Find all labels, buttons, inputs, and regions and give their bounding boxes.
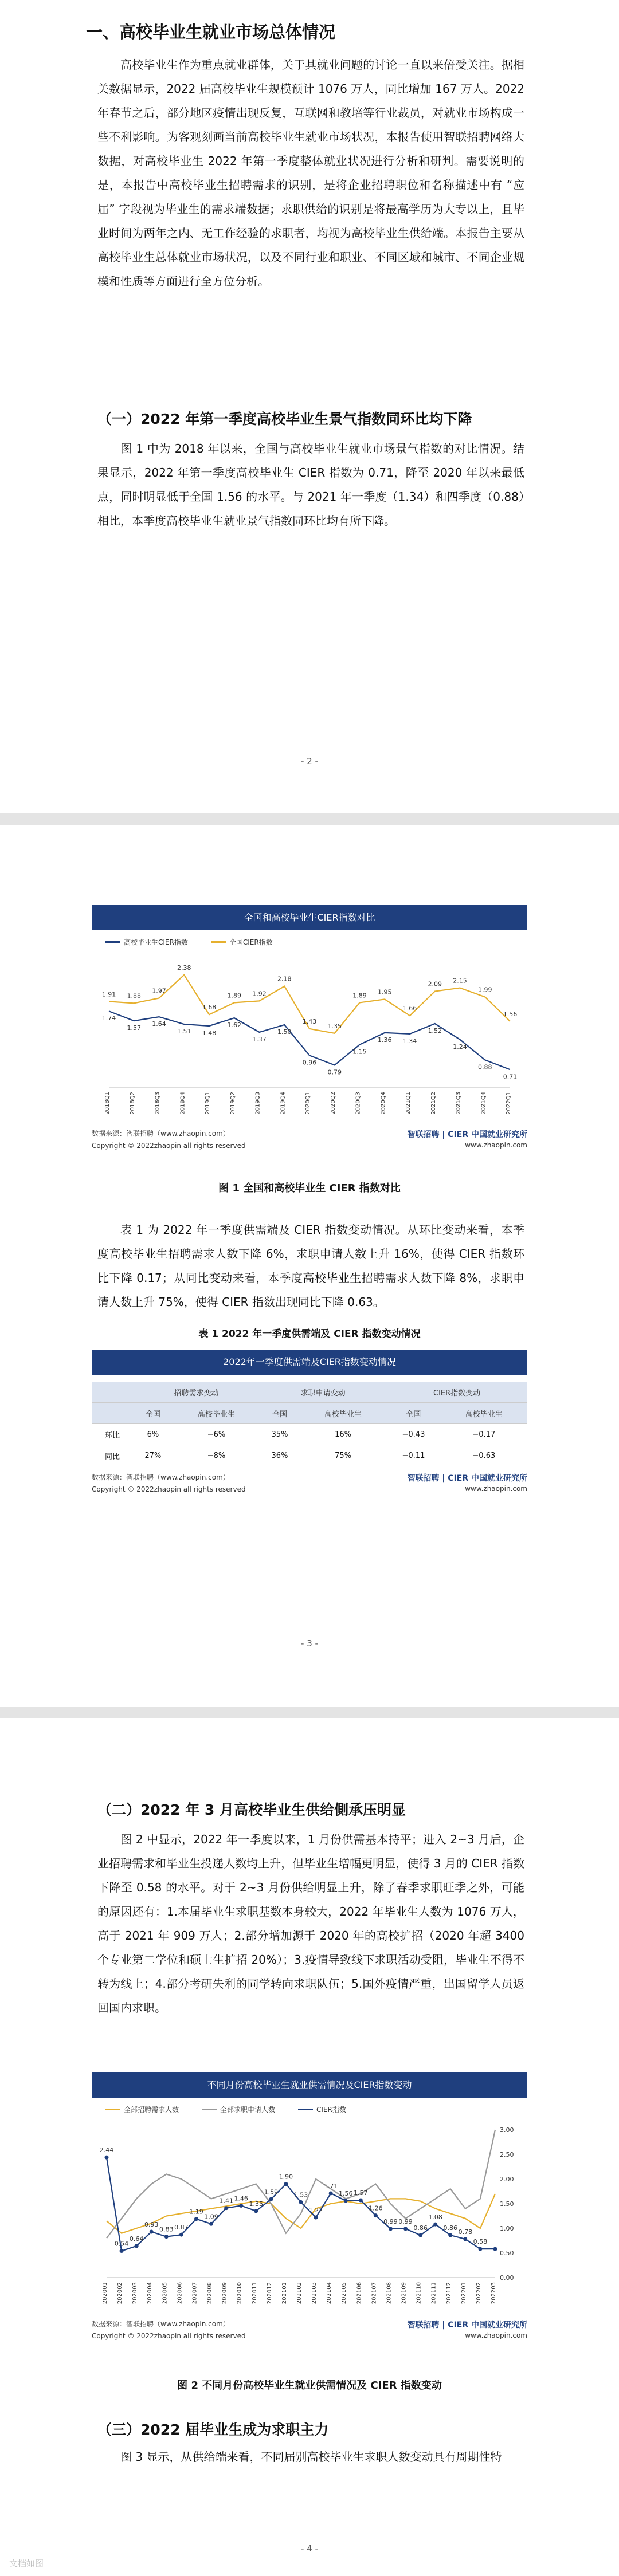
figure-1-source: 数据来源：智联招聘（www.zhaopin.com）	[92, 1130, 230, 1138]
section1-2-paragraph: 图 2 中显示，2022 年一季度以来，1 月份供需基本持平；进入 2~3 月后，企业招聘需求和毕业生投递人数均上升，但毕业生增幅更明显，使得 3 月的 CIER 指数下降至 0.58 的水平。对于 2~3 月份供给明显上升，除了春季求职旺季之外，可能的原因还有：1.本届毕业生求职基数本身较大，2022 年毕业生人数为 1076 万人，高于 2021 年 909 万人；2.部分增加源于 2020 年的高校扩招（2020 年超 3400 个专业第二学位和硕士生扩招 20%）；3.疫情导致线下求职活动受阻，毕业生不得不转为线上；4.部分考研失利的同学转向求职队伍；5.国外疫情严重，出国留学人员返回国内求职。	[97, 1832, 524, 2015]
data-label: 0.99	[398, 2217, 413, 2225]
figure-2-legend	[105, 2105, 346, 2114]
data-label: 0.71	[503, 1073, 518, 1081]
figure-1-copyright: Copyright © 2022zhaopin all rights reserved	[92, 1142, 246, 1150]
data-point	[418, 2233, 422, 2237]
x-tick-label: 202012	[266, 2282, 273, 2304]
table-cell: −0.63	[441, 1445, 527, 1466]
data-label: 1.91	[101, 990, 116, 998]
data-point	[194, 2217, 198, 2221]
x-tick-label: 2020Q2	[330, 1092, 336, 1115]
data-label: 0.64	[129, 2235, 144, 2243]
x-tick-label: 202009	[221, 2282, 228, 2304]
series-line	[107, 2130, 495, 2238]
table1-url: www.zhaopin.com	[465, 1485, 527, 1493]
data-label: 1.43	[302, 1017, 317, 1025]
figure-1-legend	[105, 937, 273, 947]
x-tick-label: 202004	[147, 2282, 154, 2304]
data-label: 1.89	[352, 992, 367, 1000]
data-label: 1.08	[428, 2213, 442, 2221]
table1-paragraph: 表 1 为 2022 年一季度供需端及 CIER 指数变动情况。从环比变动来看，本季度高校毕业生招聘需求人数下降 6%，求职申请人数上升 16%，使得 CIER 指数环比下降 0.17；从同比变动来看，本季度高校毕业生招聘需求人数下降 8%，求职申请人数上升 75%，使得 CIER 指数出现同比下降 0.63。	[97, 1223, 524, 1309]
legend-label: CIER指数	[316, 2106, 346, 2114]
data-point	[179, 2233, 183, 2237]
page-2	[0, 0, 619, 813]
y-tick-label: 1.00	[500, 2225, 514, 2232]
data-label: 0.88	[478, 1063, 492, 1071]
table1	[92, 1382, 527, 1466]
x-tick-label: 202104	[326, 2282, 333, 2304]
data-label: 1.92	[252, 990, 267, 998]
data-point	[344, 2199, 348, 2203]
table-cell: 16%	[300, 1424, 386, 1445]
data-label: 2.15	[453, 977, 467, 985]
x-tick-label: 202002	[117, 2282, 124, 2304]
data-label: 2.44	[99, 2146, 114, 2154]
section1-3-paragraph: 图 3 显示，从供给端来看，不同届别高校毕业生求职人数变动具有周期性特	[120, 2450, 502, 2464]
data-point	[164, 2235, 169, 2239]
table-row	[92, 1424, 527, 1445]
x-tick-label: 202003	[132, 2282, 139, 2304]
page-4	[0, 1718, 619, 2576]
x-tick-label: 2021Q3	[455, 1092, 462, 1115]
data-label: 0.83	[159, 2225, 174, 2233]
figure-2-url: www.zhaopin.com	[465, 2331, 527, 2339]
legend-item	[298, 2105, 346, 2114]
data-label: 1.57	[127, 1024, 141, 1032]
data-point	[299, 2200, 303, 2204]
data-label: 2.18	[277, 975, 292, 983]
x-tick-label: 202001	[102, 2282, 108, 2304]
table-sub-header: 高校毕业生	[441, 1403, 527, 1424]
data-label: 2.09	[428, 980, 442, 988]
zhaopin-cier-logo: 智联招聘 | CIER 中国就业研究所	[407, 1130, 527, 1139]
table-row-label: 同比	[92, 1445, 133, 1466]
table-row	[92, 1382, 527, 1403]
data-label: 1.51	[177, 1028, 191, 1036]
legend-label: 全部招聘需求人数	[124, 2106, 179, 2114]
figure-2-title: 不同月份高校毕业生就业供需情况及CIER指数变动	[92, 2072, 527, 2098]
x-tick-label: 2018Q1	[104, 1092, 111, 1115]
figure-1	[92, 905, 527, 1157]
x-tick-label: 2020Q1	[305, 1092, 311, 1115]
data-label: 1.48	[202, 1029, 217, 1037]
y-tick-label: 2.00	[500, 2176, 514, 2183]
x-tick-label: 202102	[296, 2282, 303, 2304]
zhaopin-cier-logo: 智联招聘 | CIER 中国就业研究所	[407, 1474, 527, 1483]
data-label: 0.96	[302, 1059, 317, 1067]
data-point	[269, 2197, 273, 2201]
data-label: 0.93	[144, 2221, 159, 2229]
data-point	[359, 2198, 363, 2202]
data-label: 1.09	[204, 2213, 218, 2221]
legend-label: 高校毕业生CIER指数	[124, 938, 188, 946]
data-label: 1.95	[378, 988, 392, 996]
x-tick-label: 2022Q1	[506, 1092, 512, 1115]
data-label: 1.19	[189, 2208, 203, 2216]
data-point	[254, 2209, 258, 2213]
data-label: 1.56	[338, 2189, 353, 2197]
data-label: 1.68	[202, 1004, 217, 1012]
figure-1-chart	[92, 951, 527, 1123]
data-label: 1.35	[249, 2200, 264, 2208]
data-label: 0.86	[443, 2224, 458, 2232]
x-tick-label: 202101	[281, 2282, 288, 2304]
data-label: 1.24	[453, 1043, 467, 1051]
y-tick-label: 0.00	[500, 2274, 514, 2282]
data-point	[209, 2222, 213, 2226]
data-point	[329, 2191, 333, 2195]
figure-2-source: 数据来源：智联招聘（www.zhaopin.com）	[92, 2320, 230, 2328]
table-cell: 36%	[260, 1445, 300, 1466]
data-label: 1.53	[293, 2191, 308, 2199]
data-point	[105, 2156, 109, 2160]
data-label: 1.88	[127, 992, 141, 1000]
data-label: 1.37	[252, 1035, 267, 1043]
x-tick-label: 202008	[206, 2282, 213, 2304]
table1-title-bar	[92, 1350, 527, 1375]
x-tick-label: 2020Q4	[380, 1092, 387, 1115]
data-label: 1.62	[227, 1021, 241, 1029]
table-sub-header: 高校毕业生	[300, 1403, 386, 1424]
y-tick-label: 1.50	[500, 2200, 514, 2208]
data-point	[135, 2244, 139, 2248]
data-label: 0.58	[473, 2238, 488, 2246]
data-label: 1.64	[152, 1020, 166, 1028]
figure-2-caption: 图 2 不同月份高校毕业生就业供需情况及 CIER 指数变动	[177, 2380, 442, 2392]
x-tick-label: 202107	[371, 2282, 378, 2304]
data-label: 0.79	[327, 1068, 342, 1076]
x-tick-label: 202005	[162, 2282, 169, 2304]
data-label: 1.22	[308, 2207, 323, 2215]
x-tick-label: 202103	[311, 2282, 318, 2304]
x-tick-label: 202011	[251, 2282, 258, 2304]
data-point	[239, 2204, 243, 2208]
table-cell: −0.17	[441, 1424, 527, 1445]
table1-footer	[92, 1472, 527, 1493]
table1-title: 2022年一季度供需端及CIER指数变动情况	[92, 1350, 527, 1375]
table-cell: −0.43	[386, 1424, 440, 1445]
figure-1-title: 全国和高校毕业生CIER指数对比	[92, 905, 527, 930]
data-label: 1.99	[478, 986, 492, 994]
legend-item	[105, 937, 188, 947]
legend-label: 全国CIER指数	[229, 938, 273, 946]
table-row-label: 环比	[92, 1424, 133, 1445]
figure-2-copyright: Copyright © 2022zhaopin all rights reserved	[92, 2332, 246, 2340]
x-tick-label: 2018Q2	[129, 1092, 136, 1115]
table-group-header: 求职申请变动	[260, 1382, 386, 1403]
data-point	[314, 2216, 318, 2220]
legend-item	[202, 2105, 275, 2114]
table1-footer-wrap	[92, 1472, 527, 1500]
data-point	[493, 2247, 497, 2251]
x-tick-label: 202105	[341, 2282, 348, 2304]
data-label: 0.99	[383, 2217, 398, 2225]
table-cell: −0.11	[386, 1445, 440, 1466]
table-sub-header: 高校毕业生	[173, 1403, 260, 1424]
data-label: 0.78	[458, 2228, 473, 2236]
x-tick-label: 202108	[386, 2282, 393, 2304]
watermark: 文档如图	[9, 2558, 44, 2569]
data-label: 1.35	[327, 1022, 342, 1030]
data-label: 1.89	[227, 992, 241, 1000]
data-point	[284, 2182, 288, 2186]
table-row	[92, 1403, 527, 1424]
x-tick-label: 202007	[191, 2282, 198, 2304]
data-point	[478, 2247, 482, 2251]
data-label: 1.52	[428, 1027, 442, 1035]
figure-1-caption: 图 1 全国和高校毕业生 CIER 指数对比	[218, 1182, 401, 1194]
data-point	[224, 2206, 228, 2210]
data-label: 1.46	[234, 2194, 248, 2203]
zhaopin-cier-logo: 智联招聘 | CIER 中国就业研究所	[407, 2321, 527, 2330]
page-number: - 2 -	[301, 756, 318, 766]
figure-2-chart	[92, 2118, 527, 2313]
data-label: 1.90	[279, 2173, 293, 2181]
legend-item	[211, 937, 273, 947]
x-tick-label: 2019Q3	[254, 1092, 261, 1115]
table-sub-header: 全国	[133, 1403, 173, 1424]
legend-label: 全部求职申请人数	[220, 2106, 276, 2114]
page-number: - 4 -	[301, 2543, 318, 2554]
table-group-header: CIER指数变动	[386, 1382, 527, 1403]
section1-1-title: （一）2022 年第一季度高校毕业生景气指数同环比均下降	[97, 411, 472, 427]
table-cell: 27%	[133, 1445, 173, 1466]
x-tick-label: 2019Q1	[205, 1092, 211, 1115]
y-tick-label: 2.50	[500, 2151, 514, 2158]
figure-1-url: www.zhaopin.com	[465, 1141, 527, 1149]
x-tick-label: 202106	[356, 2282, 363, 2304]
data-label: 1.36	[378, 1036, 392, 1044]
x-tick-label: 2019Q4	[280, 1092, 287, 1115]
section1-title: 一、高校毕业生就业市场总体情况	[86, 22, 336, 42]
x-tick-label: 2019Q2	[229, 1092, 236, 1115]
x-tick-label: 2021Q1	[405, 1092, 412, 1115]
table1-source: 数据来源：智联招聘（www.zhaopin.com）	[92, 1473, 230, 1481]
data-point	[389, 2227, 393, 2231]
table-cell: 75%	[300, 1445, 386, 1466]
data-point	[150, 2230, 154, 2234]
data-label: 1.71	[323, 2182, 338, 2190]
data-label: 1.66	[402, 1005, 417, 1013]
section1-3-title: （三）2022 届毕业生成为求职主力	[97, 2421, 329, 2438]
x-tick-label: 202203	[491, 2282, 497, 2304]
x-tick-label: 2021Q2	[430, 1092, 437, 1115]
data-point	[374, 2213, 378, 2217]
figure-2	[92, 2072, 527, 2347]
table1-copyright: Copyright © 2022zhaopin all rights reserved	[92, 1485, 246, 1493]
data-point	[463, 2237, 467, 2241]
table1-caption: 表 1 2022 年一季度供需端及 CIER 指数变动情况	[198, 1328, 421, 1340]
data-label: 1.26	[369, 2204, 383, 2212]
table-sub-header: 全国	[260, 1403, 300, 1424]
table-row	[92, 1445, 527, 1466]
figure-1-footer	[92, 1128, 527, 1150]
x-tick-label: 2018Q4	[179, 1092, 186, 1115]
section1-2-title: （二）2022 年 3 月高校毕业生供给側承压明显	[97, 1802, 406, 1818]
x-tick-label: 202006	[177, 2282, 183, 2304]
x-tick-label: 2021Q4	[480, 1092, 487, 1115]
figure-2-footer	[92, 2319, 527, 2340]
page-3	[0, 825, 619, 1707]
section1-paragraph: 高校毕业生作为重点就业群体，关于其就业问题的讨论一直以来倍受关注。据相关数据显示，2022 届高校毕业生规模预计 1076 万人，同比增加 167 万人。2022 年春节之后，部分地区疫情出现反复，互联网和教培等行业裁员，对就业市场构成一些不利影响。为客观刻画当前高校毕业生就业市场状况，本报告使用智联招聘网络大数据，对高校毕业生 2022 年第一季度整体就业状况进行分析和研判。需要说明的是，本报告中高校毕业生招聘需求的识别，是将企业招聘职位和名称描述中有 “应届” 字段视为毕业生的需求端数据；求职供给的识别是将最高学历为大专以上，且毕业时间为两年之内、无工作经验的求职者，均视为高校毕业生供给端。本报告主要从高校毕业生总体就业市场状况，以及不同行业和职业、不同区域和城市、不同企业规模和性质等方面进行全方位分析。	[97, 58, 524, 288]
data-label: 1.50	[277, 1028, 292, 1036]
data-label: 0.86	[413, 2224, 428, 2232]
data-label: 1.15	[352, 1048, 367, 1056]
x-tick-label: 202201	[460, 2282, 467, 2304]
data-label: 1.59	[264, 2188, 279, 2196]
table-cell: −6%	[173, 1424, 260, 1445]
x-tick-label: 2020Q3	[355, 1092, 362, 1115]
x-tick-label: 202112	[445, 2282, 452, 2304]
table-sub-header: 全国	[386, 1403, 440, 1424]
table-cell: −8%	[173, 1445, 260, 1466]
table-group-header: 招聘需求变动	[133, 1382, 260, 1403]
data-point	[448, 2233, 452, 2237]
x-tick-label: 202111	[430, 2282, 437, 2304]
data-label: 0.87	[174, 2224, 189, 2232]
data-label: 1.56	[503, 1010, 518, 1018]
data-label: 1.57	[354, 2189, 368, 2197]
x-tick-label: 2018Q3	[154, 1092, 161, 1115]
x-tick-label: 202010	[236, 2282, 243, 2304]
data-label: 2.38	[177, 963, 191, 972]
data-label: 1.74	[101, 1014, 116, 1022]
y-tick-label: 0.50	[500, 2249, 514, 2257]
x-tick-label: 202202	[475, 2282, 482, 2304]
x-tick-label: 202109	[401, 2282, 408, 2304]
data-label: 0.54	[114, 2240, 129, 2248]
x-tick-label: 202110	[416, 2282, 422, 2304]
section1-1-paragraph: 图 1 中为 2018 年以来，全国与高校毕业生就业市场景气指数的对比情况。结果显示，2022 年第一季度高校毕业生 CIER 指数为 0.71，降至 2020 年以来最低点，同时明显低于全国 1.56 的水平。与 2021 年一季度（1.34）和四季度（0.88）相比，本季度高校毕业生就业景气指数同环比均有所下降。	[97, 442, 524, 528]
y-tick-label: 3.00	[500, 2126, 514, 2134]
data-point	[120, 2249, 124, 2253]
table-cell: 6%	[133, 1424, 173, 1445]
data-point	[403, 2227, 408, 2231]
data-label: 1.97	[152, 987, 166, 995]
data-point	[433, 2223, 437, 2227]
data-label: 1.34	[402, 1037, 417, 1045]
page-number: - 3 -	[301, 1638, 318, 1649]
data-label: 1.41	[219, 2197, 233, 2205]
legend-item	[105, 2105, 179, 2114]
table-cell: 35%	[260, 1424, 300, 1445]
